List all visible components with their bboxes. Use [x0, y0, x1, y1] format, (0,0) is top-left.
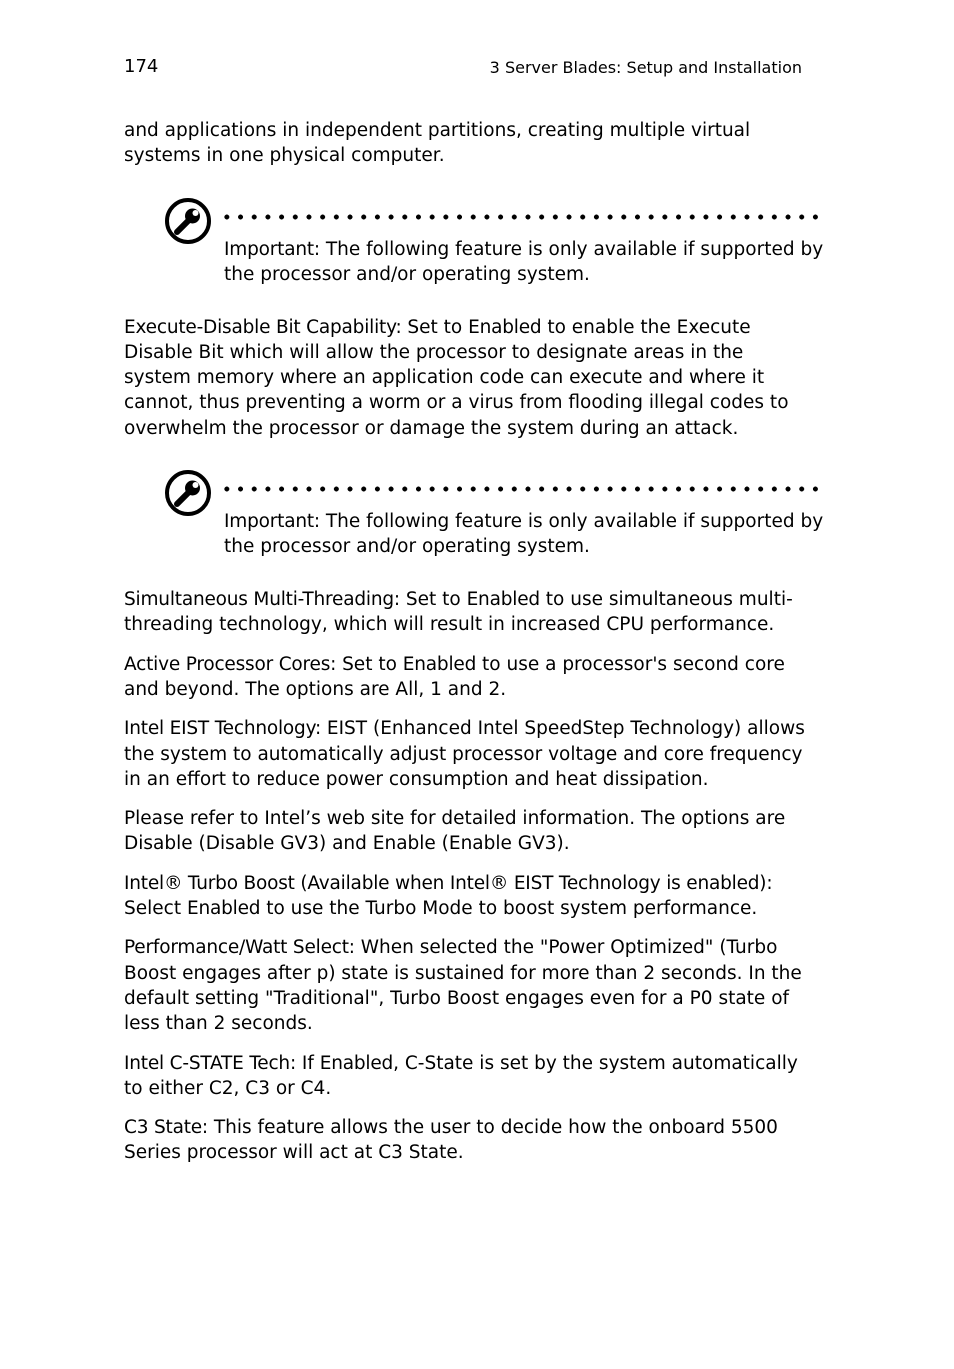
- entry-text: to use the Turbo Mode to boost system performance.: [260, 898, 758, 920]
- entry-keyword: Enabled: [468, 316, 542, 338]
- entry-keyword: Enabled: [186, 898, 261, 920]
- entry-text: Set to: [336, 653, 403, 675]
- entry-text: Set to: [399, 589, 467, 611]
- wrench-icon: [164, 197, 212, 245]
- entry-keyword: Enabled: [319, 1052, 394, 1074]
- entry-text: , C-State is set by the system automatically to either C2, C3 or C4.: [124, 1052, 798, 1099]
- intro-paragraph: and applications in independent partitions, creating multiple virtual systems in one physical computer.: [124, 120, 751, 167]
- entry-text: to enable the Execute Disable Bit which will allow the processor to designate areas in the system memory where an application code can execute and where it cannot, thus preventing a worm or a virus from flooding illegal codes to overwhelm the processor or damage the system during an attack.: [124, 316, 789, 439]
- entry-term: Simultaneous Multi-Threading:: [124, 589, 400, 611]
- entry-term: Intel EIST Technology:: [124, 718, 322, 740]
- page-number: 174: [124, 56, 159, 77]
- entry-text: If: [296, 1052, 320, 1074]
- dotted-rule: [220, 214, 824, 220]
- dotted-rule: [220, 486, 824, 492]
- entry-term: Execute-Disable Bit Capability:: [124, 316, 402, 338]
- note-text: [224, 509, 824, 560]
- wrench-icon: [164, 469, 212, 517]
- note-label: Important:: [224, 238, 320, 260]
- entry-c3-state: [124, 1115, 814, 1166]
- note-body: The following feature is only available if supported by the processor and/or operating system.: [224, 511, 824, 558]
- entry-text: When selected the "Power Optimized" (Turbo Boost engages after p) state is sustained for more than 2 seconds. In the default setting "Traditional", Turbo Boost engages even for a P0 state of less than 2 seconds.: [124, 937, 802, 1035]
- important-note: [124, 197, 824, 287]
- entry-text: Set to: [401, 316, 469, 338]
- entry-text: to use simultaneous multi-threading technology, which will result in increased CPU performance.: [124, 589, 793, 636]
- page-content: [124, 118, 824, 1166]
- important-note: [124, 469, 824, 559]
- note-body: The following feature is only available if supported by the processor and/or operating system.: [224, 238, 824, 285]
- note-text: [224, 237, 824, 288]
- entry-term: Intel C-STATE Tech:: [124, 1052, 296, 1074]
- entry-text: to use a processor's second core and beyond. The options are All, 1 and 2.: [124, 653, 785, 700]
- entry-turbo-boost: [124, 871, 814, 922]
- entry-term: Performance/Watt Select:: [124, 937, 355, 959]
- entry-keyword: Enabled: [466, 589, 540, 611]
- entry-text: Select: [124, 898, 187, 920]
- entry-execute-disable: [124, 315, 814, 441]
- entry-keyword: Enabled: [402, 653, 477, 675]
- entry-term: C3 State:: [124, 1117, 208, 1139]
- entry-active-cores: [124, 652, 814, 703]
- entry-eist: [124, 716, 814, 792]
- entry-text: EIST (Enhanced Intel SpeedStep Technology) allows the system to automatically adjust processor voltage and core frequency in an effort to reduce power consumption and heat dissipation.: [124, 718, 805, 790]
- entry-text: This feature allows the user to decide how the onboard 5500 Series processor will act at C3 State.: [124, 1117, 778, 1164]
- eist-more-paragraph: Please refer to Intel’s web site for detailed information. The options are Disable (Disable GV3) and Enable (Enable GV3).: [124, 808, 786, 855]
- entry-term: Intel® Turbo Boost (Available when Intel® EIST Technology is enabled):: [124, 872, 773, 894]
- entry-smt: [124, 587, 814, 638]
- entry-term: Active Processor Cores:: [124, 653, 337, 675]
- entry-performance-watt: [124, 935, 814, 1036]
- note-label: Important:: [224, 511, 320, 533]
- chapter-title: 3 Server Blades: Setup and Installation: [489, 58, 802, 77]
- entry-c-state: [124, 1051, 814, 1102]
